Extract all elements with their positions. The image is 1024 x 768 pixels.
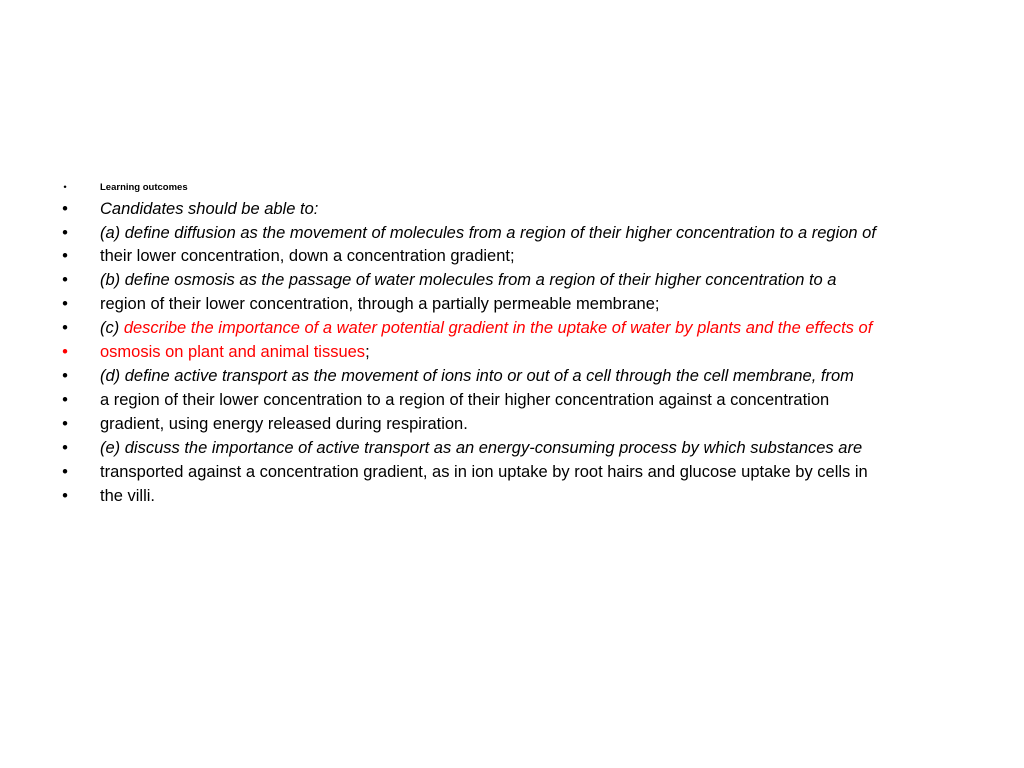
outcome-c-prefix: (c) — [100, 319, 124, 337]
outcome-b-text: (b) define osmosis as the passage of water molecules from a region of their higher concentration to a — [100, 271, 837, 289]
outcome-d-continuation-2: gradient, using energy released during respiration. — [100, 415, 468, 433]
bullet-icon: • — [62, 415, 68, 433]
list-item — [58, 438, 978, 458]
bullet-icon: • — [62, 319, 68, 337]
list-item — [58, 246, 978, 266]
outcome-c-highlight: describe the importance of a water potential gradient in the uptake of water by plants and the effects of — [123, 319, 873, 337]
list-item — [58, 414, 978, 434]
bullet-icon: • — [62, 463, 68, 481]
outcome-e-continuation: transported against a concentration gradient, as in ion uptake by root hairs and glucose uptake by cells in — [100, 463, 868, 481]
outcome-e-continuation-2: the villi. — [100, 487, 156, 505]
outcome-d-text: (d) define active transport as the movement of ions into or out of a cell through the cell membrane, from — [100, 367, 854, 385]
bullet-icon: • — [62, 391, 68, 409]
bullet-icon: • — [62, 247, 68, 265]
list-item — [58, 318, 978, 338]
bullet-icon: • — [62, 439, 68, 457]
heading-learning-outcomes: Learning outcomes — [100, 182, 188, 193]
list-item — [58, 366, 978, 386]
bullet-icon: • — [62, 367, 68, 385]
list-item — [58, 342, 978, 362]
bullet-icon: • — [62, 343, 68, 361]
list-item — [58, 270, 978, 290]
bullet-icon: • — [62, 200, 68, 218]
outcome-e-text: (e) discuss the importance of active transport as an energy-consuming process by which substances are — [100, 439, 863, 457]
outcome-c-suffix: ; — [365, 343, 370, 361]
bullet-icon: • — [62, 271, 68, 289]
bullet-icon: • — [62, 295, 68, 313]
list-item — [58, 294, 978, 314]
list-item — [58, 462, 978, 482]
list-item — [58, 486, 978, 506]
outcome-a-continuation: their lower concentration, down a concentration gradient; — [100, 247, 515, 265]
outcome-d-continuation: a region of their lower concentration to a region of their higher concentration against a concentration — [100, 391, 830, 409]
list-item — [58, 181, 978, 195]
list-item — [58, 223, 978, 243]
bullet-icon: • — [62, 224, 68, 242]
bullet-icon: • — [63, 182, 67, 193]
outcome-b-continuation: region of their lower concentration, through a partially permeable membrane; — [100, 295, 660, 313]
outcome-a-text: (a) define diffusion as the movement of molecules from a region of their higher concentration to a region of — [100, 224, 876, 242]
bullet-icon: • — [62, 487, 68, 505]
learning-outcomes-list — [58, 181, 978, 510]
intro-text: Candidates should be able to: — [100, 200, 319, 218]
outcome-c-highlight-continuation: osmosis on plant and animal tissues — [100, 343, 366, 361]
list-item — [58, 199, 978, 219]
list-item — [58, 390, 978, 410]
